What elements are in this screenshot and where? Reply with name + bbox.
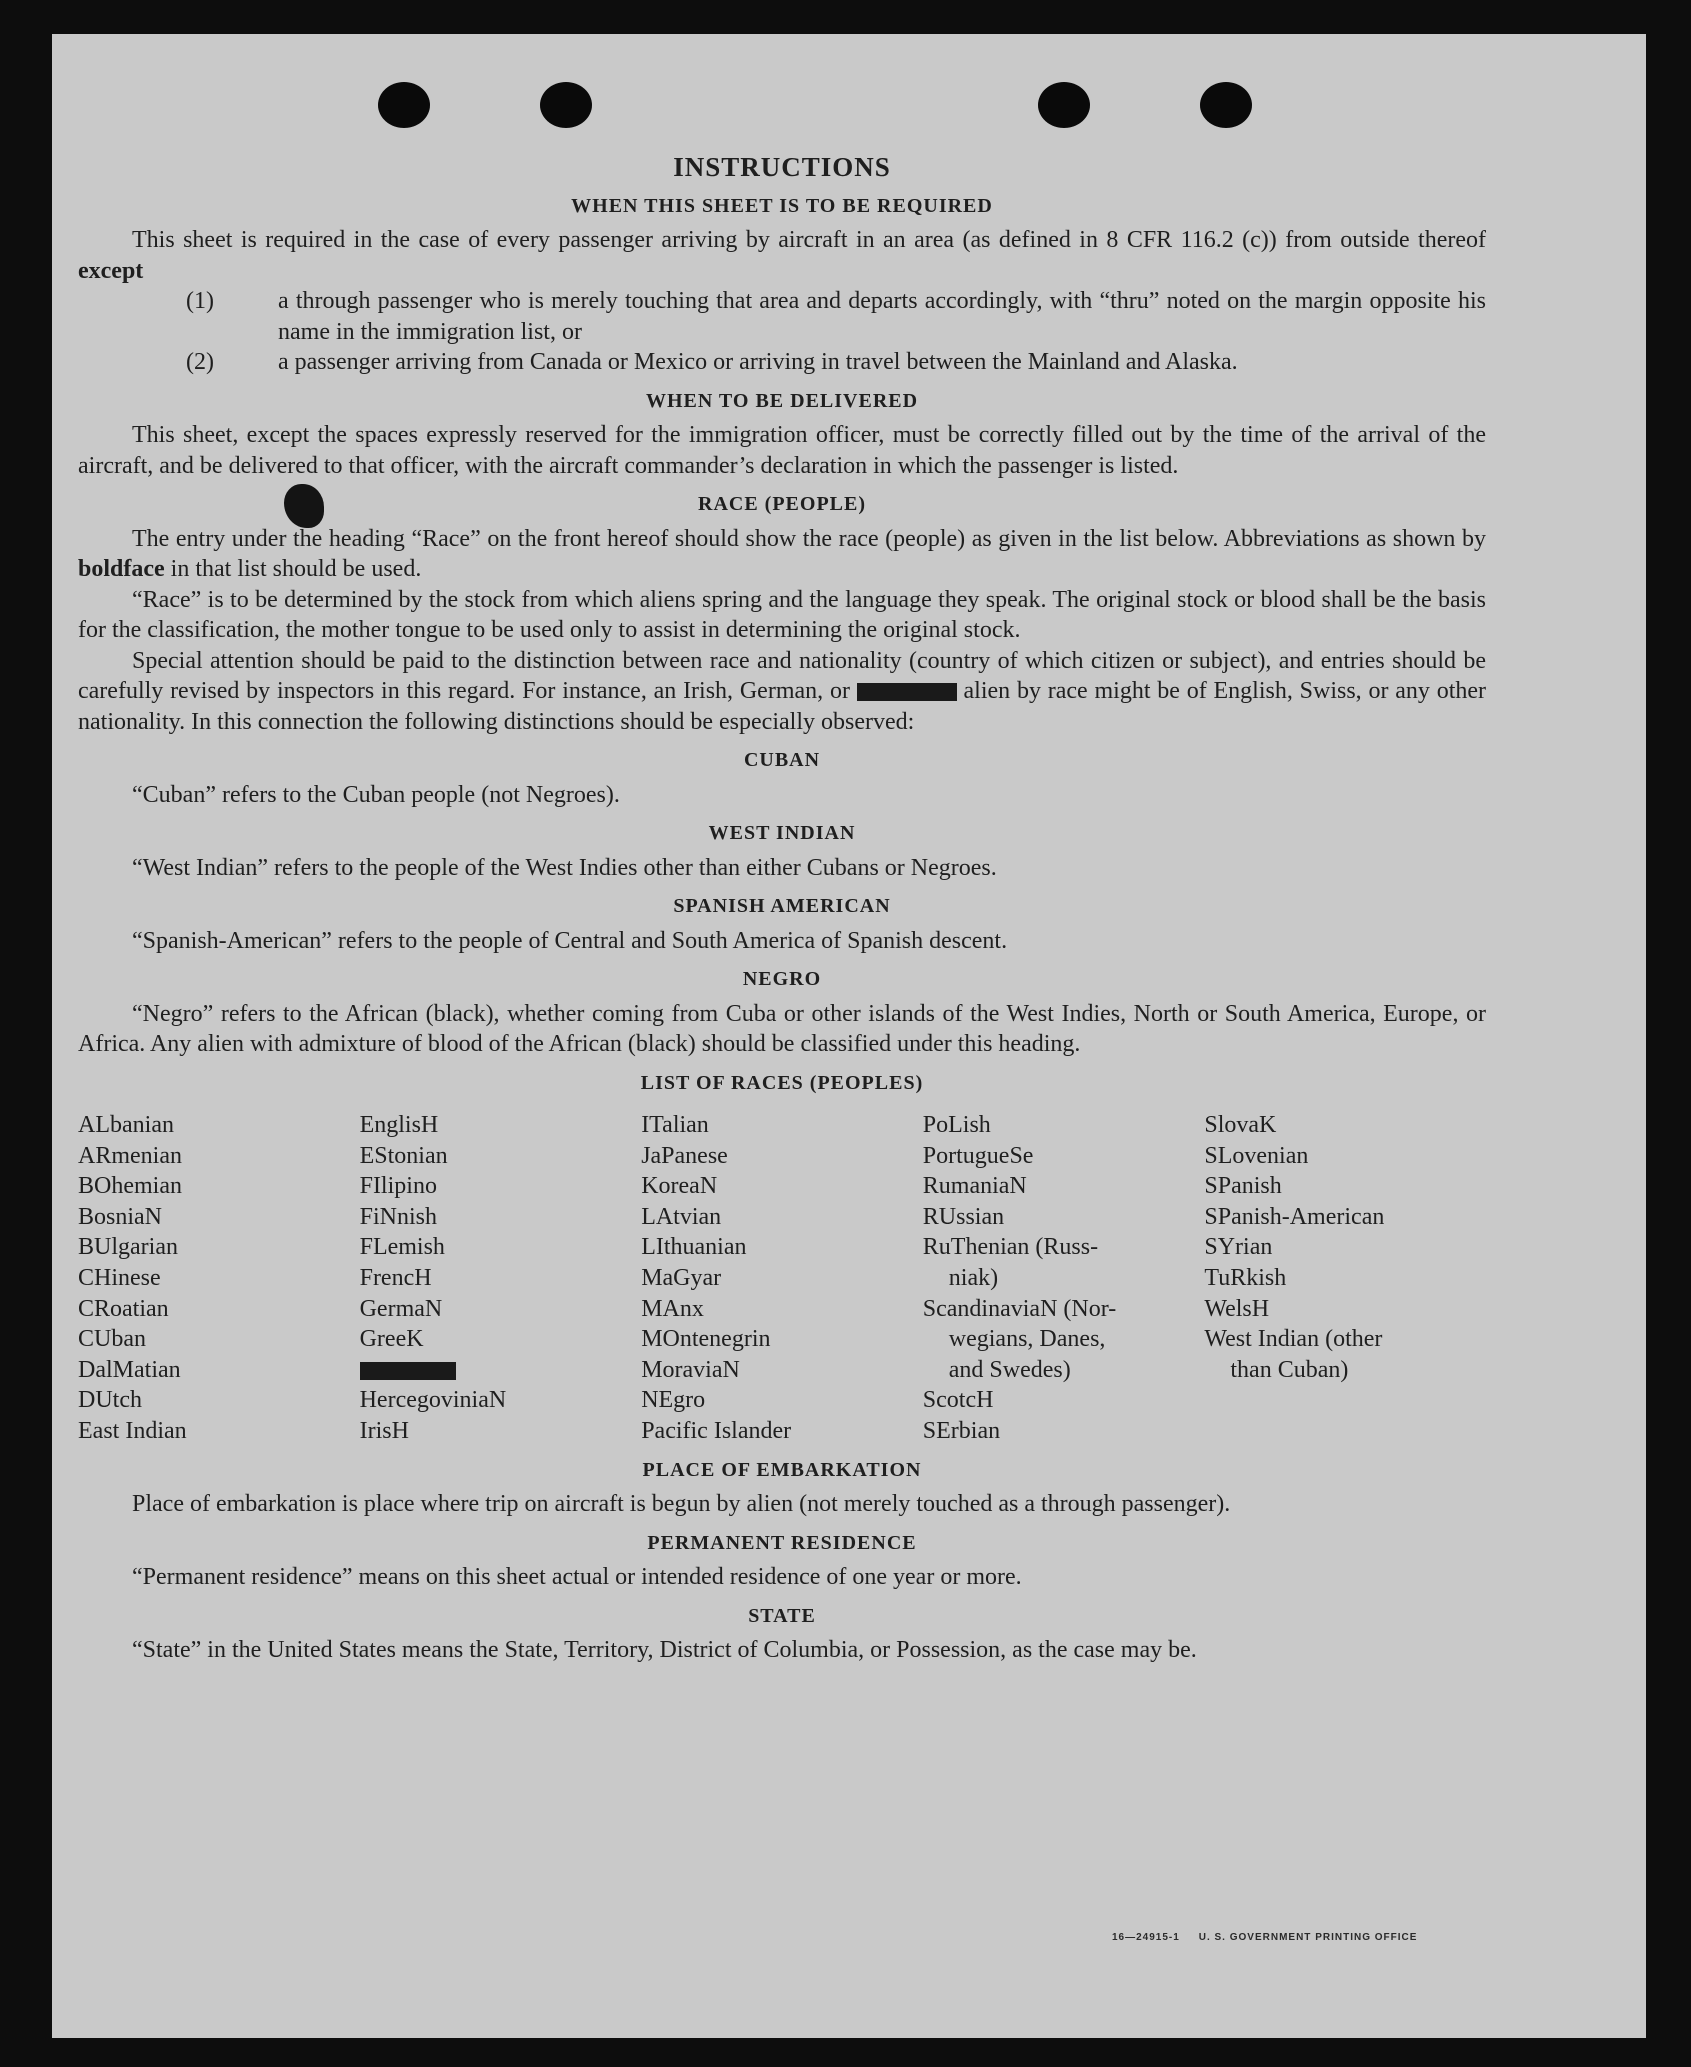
race-entry: NEgro — [641, 1387, 706, 1414]
race-entry: MaGyar — [641, 1264, 722, 1291]
race-entry: GermaN — [359, 1295, 443, 1322]
punch-hole — [1038, 82, 1090, 128]
west-indian-paragraph: “West Indian” refers to the people of the West Indies other than either Cubans or Negroes. — [132, 854, 997, 881]
heading-residence: PERMANENT RESIDENCE — [647, 1531, 917, 1554]
race-text: Special attention should be paid to the distinction between race and nationality (country of which citizen or subject), and entries should be carefully revised by inspectors in this regard. For instance, an Irish, German, or — [78, 647, 1486, 704]
heading-spanish-american: SPANISH AMERICAN — [673, 895, 891, 917]
race-entry: SErbian — [922, 1417, 1001, 1444]
race-entry: East Indian — [78, 1417, 187, 1444]
list-item — [78, 286, 1486, 347]
redaction-mark — [857, 683, 957, 701]
embarkation-paragraph: Place of embarkation is place where trip on aircraft is begun by alien (not merely touched as a through passenger). — [132, 1491, 1231, 1518]
item-text: a passenger arriving from Canada or Mexico or arriving in travel between the Mainland and Alaska. — [278, 349, 1238, 375]
race-entry: BOhemian — [78, 1173, 182, 1200]
race-entry: LAtvian — [641, 1203, 722, 1230]
race-entry: ITalian — [641, 1112, 709, 1138]
race-text: alien by race might be of English, Swiss, or any other nationality. In this connection the following distinctions should be especially observed: — [78, 678, 1487, 735]
race-entry: West Indian (other — [1204, 1326, 1383, 1353]
heading-west-indian: WEST INDIAN — [708, 822, 856, 844]
race-entry: DUtch — [78, 1387, 142, 1414]
race-entry: MoraviaN — [641, 1356, 740, 1383]
race-entry: IrisH — [359, 1417, 409, 1444]
document-sheet — [52, 34, 1646, 2038]
race-entry: RuThenian (Russ- — [922, 1234, 1099, 1261]
race-entry: ALbanian — [78, 1112, 174, 1138]
race-paragraph-1 — [78, 524, 1486, 585]
race-entry-redacted — [360, 1355, 642, 1386]
heading-embarkation: PLACE OF EMBARKATION — [642, 1458, 922, 1481]
race-entry: BosniaN — [78, 1203, 162, 1230]
race-entry: PortugueSe — [922, 1142, 1034, 1169]
redaction-mark — [360, 1362, 456, 1380]
punch-hole — [378, 82, 430, 128]
race-entry: SPanish — [1204, 1173, 1282, 1200]
race-entry: FLemish — [359, 1234, 445, 1261]
negro-paragraph: “Negro” refers to the African (black), whether coming from Cuba or other islands of the West Indies, North or South America, Europe, or Africa. Any alien with admixture of blood of the African (black) should be classified under this heading. — [78, 1000, 1486, 1057]
heading-state: STATE — [748, 1604, 816, 1627]
race-entry: RUssian — [922, 1203, 1005, 1230]
race-entry: MAnx — [641, 1295, 704, 1322]
race-entry: WelsH — [1204, 1295, 1270, 1322]
page-title: INSTRUCTIONS — [673, 152, 891, 182]
heading-races-list: LIST OF RACES (PEOPLES) — [640, 1071, 924, 1094]
punch-hole — [1200, 82, 1252, 128]
heading-cuban: CUBAN — [743, 749, 821, 771]
instructions-content — [78, 152, 1486, 1666]
race-entry: LIthuanian — [641, 1234, 747, 1261]
item-number: (2) — [186, 349, 214, 375]
race-entry: SLovenian — [1204, 1142, 1309, 1169]
races-column-4 — [923, 1110, 1205, 1447]
required-paragraph — [78, 225, 1486, 286]
item-number: (1) — [186, 288, 214, 314]
races-column-2 — [360, 1110, 642, 1447]
race-boldface: boldface — [78, 556, 165, 582]
delivered-paragraph: This sheet, except the spaces expressly reserved for the immigration officer, must be correctly filled out by the time of the arrival of the aircraft, and be delivered to that officer, with the aircraft commander’s declaration in which the passenger is listed. — [78, 422, 1486, 479]
race-text: in that list should be used. — [164, 556, 422, 582]
residence-paragraph: “Permanent residence” means on this sheet actual or intended residence of one year or more. — [132, 1564, 1022, 1591]
item-text: a through passenger who is merely touching that area and departs accordingly, with “thru” noted on the margin opposite his name in the immigration list, or — [278, 288, 1486, 345]
form-number: 16—24915-1 — [1112, 1932, 1180, 1943]
race-entry: niak) — [948, 1264, 999, 1291]
races-column-1 — [78, 1110, 360, 1447]
races-column-3 — [641, 1110, 923, 1447]
race-entry: CHinese — [78, 1264, 161, 1291]
race-entry: JaPanese — [641, 1142, 728, 1169]
race-entry: DalMatian — [78, 1356, 181, 1383]
race-entry: ScotcH — [922, 1387, 994, 1414]
printer-imprint — [1112, 1932, 1417, 1943]
race-text: The entry under the heading “Race” on the front hereof should show the race (people) as given in the list below. Abbreviations as shown by — [132, 525, 1486, 552]
race-entry: and Swedes) — [948, 1356, 1071, 1383]
race-entry: TuRkish — [1204, 1264, 1287, 1291]
race-entry: FIlipino — [359, 1173, 437, 1200]
state-paragraph: “State” in the United States means the State, Territory, District of Columbia, or Possession, as the case may be. — [132, 1637, 1197, 1664]
race-entry: CRoatian — [78, 1295, 169, 1322]
cuban-paragraph: “Cuban” refers to the Cuban people (not Negroes). — [132, 781, 620, 808]
race-entry: FrencH — [359, 1264, 432, 1291]
list-item — [78, 347, 1486, 378]
race-entry: GreeK — [359, 1326, 424, 1353]
required-text: This sheet is required in the case of every passenger arriving by aircraft in an area (as defined in 8 CFR 116.2 (c)) from outside thereof — [132, 227, 1486, 253]
punch-hole — [540, 82, 592, 128]
race-entry: EStonian — [359, 1142, 448, 1169]
race-entry: KoreaN — [641, 1173, 718, 1200]
race-entry: MOntenegrin — [641, 1326, 771, 1353]
heading-delivered: WHEN TO BE DELIVERED — [645, 389, 919, 412]
printer-name: U. S. GOVERNMENT PRINTING OFFICE — [1198, 1932, 1418, 1943]
race-entry: HercegoviniaN — [359, 1387, 507, 1414]
race-entry: FiNnish — [359, 1203, 437, 1230]
race-entry: SPanish-American — [1204, 1203, 1385, 1230]
race-entry: SlovaK — [1204, 1112, 1277, 1138]
heading-race: RACE (PEOPLE) — [698, 493, 866, 515]
race-paragraph-2: “Race” is to be determined by the stock from which aliens spring and the language they speak. The original stock or blood shall be the basis for the classification, the mother tongue to be used only to assist in determining the original stock. — [78, 586, 1486, 643]
races-list — [78, 1110, 1486, 1447]
race-entry: ARmenian — [78, 1142, 182, 1169]
race-entry: ScandinaviaN (Nor- — [922, 1295, 1117, 1322]
race-entry: SYrian — [1204, 1234, 1273, 1261]
race-entry: RumaniaN — [922, 1173, 1027, 1200]
race-entry: BUlgarian — [78, 1234, 178, 1261]
race-entry: PoLish — [922, 1112, 991, 1138]
races-column-5 — [1204, 1110, 1486, 1447]
heading-negro: NEGRO — [742, 968, 822, 990]
race-entry: wegians, Danes, — [948, 1326, 1106, 1353]
heading-required: WHEN THIS SHEET IS TO BE REQUIRED — [571, 194, 993, 217]
race-paragraph-3 — [78, 646, 1486, 738]
race-entry: CUban — [78, 1326, 146, 1353]
required-except: except — [78, 257, 144, 284]
race-entry: Pacific Islander — [641, 1417, 792, 1444]
race-entry: EnglisH — [359, 1112, 439, 1138]
race-entry: than Cuban) — [1230, 1356, 1349, 1383]
spanish-american-paragraph: “Spanish-American” refers to the people of Central and South America of Spanish descent. — [132, 927, 1008, 954]
